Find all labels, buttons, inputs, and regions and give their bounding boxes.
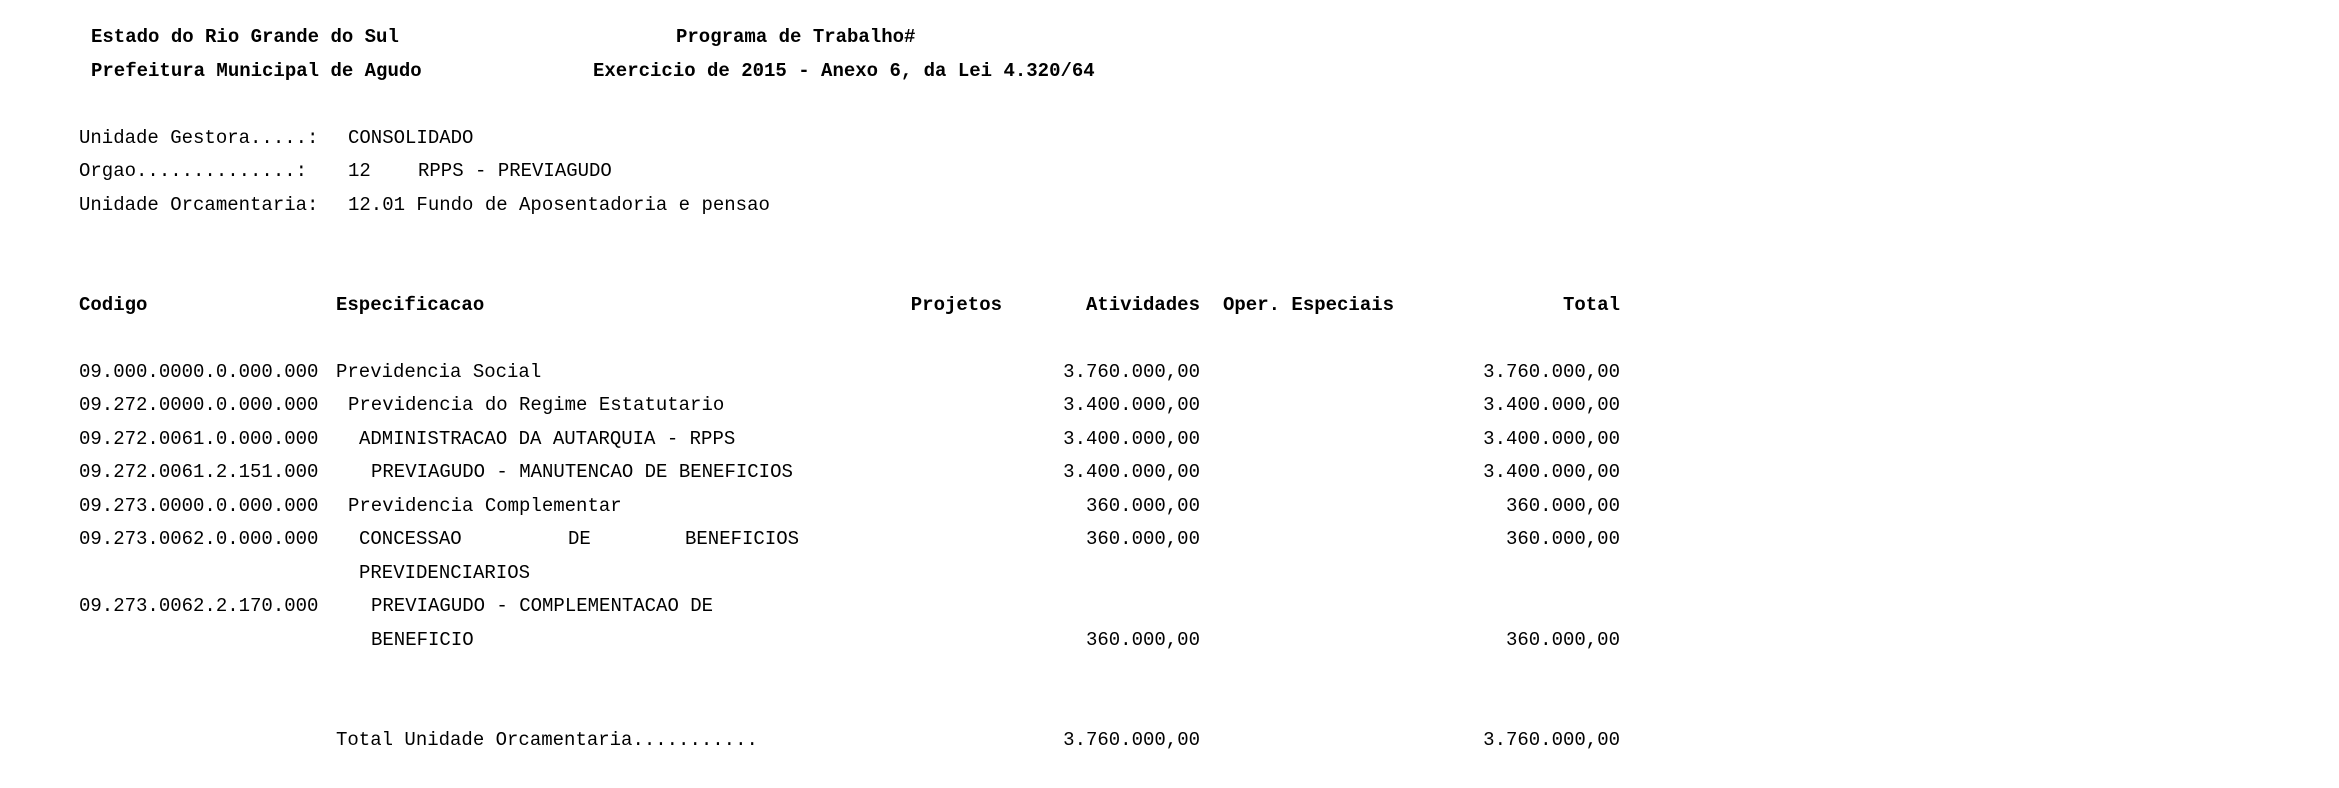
unidade-orcamentaria-value: 12.01 Fundo de Aposentadoria e pensao [348, 194, 770, 216]
row-total: 360.000,00 [1505, 528, 1620, 550]
row-especificacao: Previdencia do Regime Estatutario [348, 394, 725, 416]
row-atividades: 3.400.000,00 [1063, 394, 1200, 416]
total-total: 3.760.000,00 [1483, 729, 1620, 751]
orgao-name: RPPS - PREVIAGUDO [418, 160, 612, 182]
state-name: Estado do Rio Grande do Sul [91, 26, 399, 48]
row-especificacao: PREVIAGUDO - COMPLEMENTACAO DE [371, 595, 714, 617]
row-especificacao-line2: PREVIDENCIARIOS [359, 562, 531, 584]
row-atividades: 360.000,00 [1085, 528, 1200, 550]
row-codigo: 09.273.0062.0.000.000 [79, 528, 319, 550]
row-codigo: 09.000.0000.0.000.000 [79, 361, 319, 383]
unidade-gestora-value: CONSOLIDADO [348, 127, 474, 149]
row-total: 3.400.000,00 [1483, 461, 1620, 483]
program-title: Programa de Trabalho# [676, 26, 916, 48]
row-especificacao: PREVIAGUDO - MANUTENCAO DE BENEFICIOS [371, 461, 793, 483]
row-codigo: 09.272.0000.0.000.000 [79, 394, 319, 416]
row-atividades: 3.400.000,00 [1063, 428, 1200, 450]
header-codigo: Codigo [79, 294, 148, 316]
row-especificacao: ADMINISTRACAO DA AUTARQUIA - RPPS [359, 428, 736, 450]
row-codigo: 09.272.0061.0.000.000 [79, 428, 319, 450]
row-especificacao-word: DE [568, 528, 591, 550]
row-total: 3.400.000,00 [1483, 428, 1620, 450]
row-total: 360.000,00 [1505, 629, 1620, 651]
header-atividades: Atividades [1085, 294, 1200, 316]
municipality-name: Prefeitura Municipal de Agudo [91, 60, 422, 82]
row-codigo: 09.273.0000.0.000.000 [79, 495, 319, 517]
row-atividades: 360.000,00 [1085, 629, 1200, 651]
unidade-gestora-label: Unidade Gestora.....: [79, 127, 319, 149]
orgao-code: 12 [348, 160, 371, 182]
row-especificacao: Previdencia Social [336, 361, 542, 383]
row-especificacao: Previdencia Complementar [348, 495, 622, 517]
unidade-orcamentaria-label: Unidade Orcamentaria: [79, 194, 319, 216]
header-projetos: Projetos [910, 294, 1002, 316]
row-codigo: 09.272.0061.2.151.000 [79, 461, 319, 483]
row-codigo: 09.273.0062.2.170.000 [79, 595, 319, 617]
header-total: Total [1562, 294, 1620, 316]
orgao-label: Orgao..............: [79, 160, 308, 182]
total-atividades: 3.760.000,00 [1063, 729, 1200, 751]
row-especificacao-word: BENEFICIOS [685, 528, 800, 550]
row-total: 3.400.000,00 [1483, 394, 1620, 416]
row-total: 3.760.000,00 [1483, 361, 1620, 383]
header-oper-especiais: Oper. Especiais [1223, 294, 1395, 316]
row-especificacao-word: CONCESSAO [359, 528, 462, 550]
row-atividades: 3.400.000,00 [1063, 461, 1200, 483]
row-total: 360.000,00 [1505, 495, 1620, 517]
row-especificacao-line2: BENEFICIO [371, 629, 474, 651]
row-atividades: 3.760.000,00 [1063, 361, 1200, 383]
exercise-title: Exercicio de 2015 - Anexo 6, da Lei 4.320/64 [593, 60, 1095, 82]
total-label: Total Unidade Orcamentaria........... [336, 729, 758, 751]
row-atividades: 360.000,00 [1085, 495, 1200, 517]
header-especificacao: Especificacao [336, 294, 485, 316]
